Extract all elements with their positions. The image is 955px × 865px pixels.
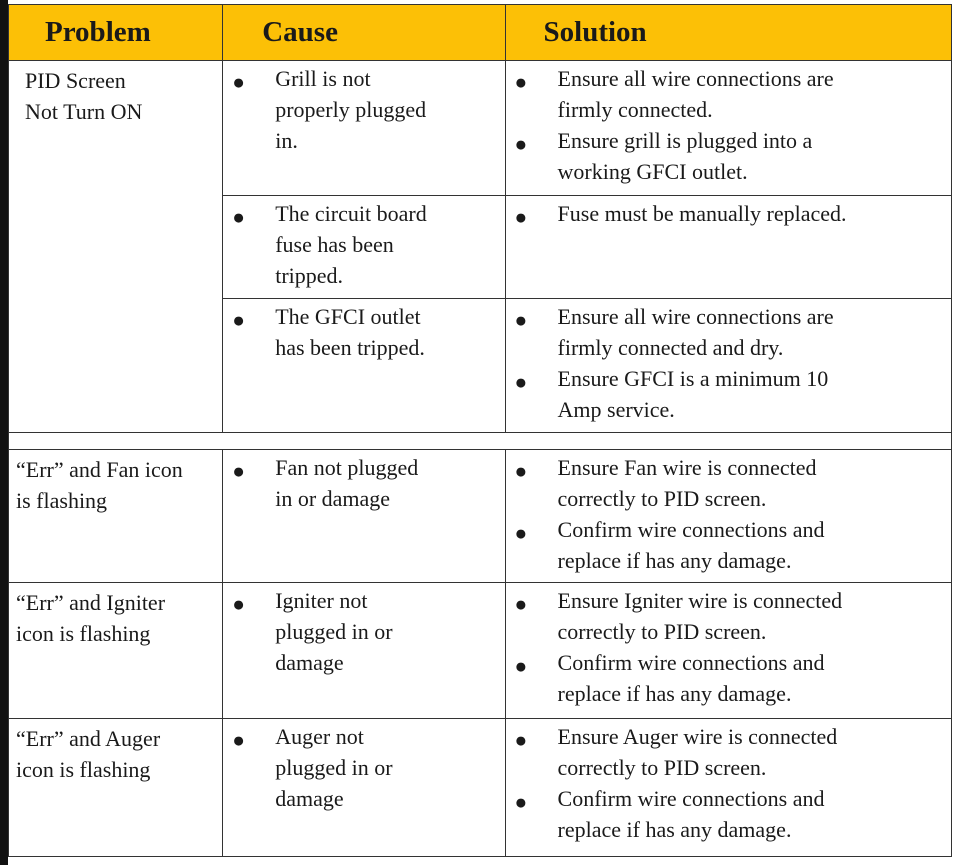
table-row: [9, 61, 952, 196]
list-item: ● Confirm wire connections and replace if has any damage.: [514, 786, 825, 842]
bullet-icon: ●: [514, 654, 528, 678]
table-row: [9, 719, 952, 857]
table-row: [9, 583, 952, 719]
cause-cell: [223, 61, 505, 196]
header-problem: Problem: [9, 5, 223, 61]
bullet-icon: ●: [232, 70, 245, 94]
list-item: ● Igniter not plugged in or damage: [232, 588, 393, 675]
problem-cell: “Err” and Fan icon is flashing: [9, 450, 223, 583]
solution-cell: [505, 450, 951, 583]
bullet-icon: ●: [232, 308, 245, 332]
header-solution: Solution: [505, 5, 951, 61]
solution-cell: [505, 61, 951, 196]
header-row: [9, 5, 952, 61]
list-item: ● Confirm wire connections and replace if has any damage.: [514, 517, 825, 573]
cause-cell: [223, 583, 505, 719]
left-edge-bar: [0, 0, 8, 865]
list-item: ● Ensure GFCI is a minimum 10 Amp service.: [514, 366, 829, 422]
bullet-icon: ●: [514, 592, 528, 616]
troubleshooting-table: [8, 4, 952, 857]
list-item: ● Fuse must be manually replaced.: [506, 198, 951, 229]
bullet-icon: ●: [232, 459, 245, 483]
bullet-icon: ●: [514, 205, 528, 229]
cause-cell: [223, 299, 505, 433]
bullet-icon: ●: [514, 521, 528, 545]
list-item: ● The GFCI outlet has been tripped.: [232, 304, 425, 360]
list-item: ● The circuit board fuse has been tripped.: [232, 201, 427, 288]
problem-cell: PID Screen Not Turn ON: [9, 61, 223, 433]
header-cause: Cause: [223, 5, 505, 61]
bullet-icon: ●: [514, 70, 528, 94]
bullet-icon: ●: [514, 790, 528, 814]
solution-cell: [505, 196, 951, 299]
bullet-icon: ●: [514, 728, 528, 752]
solution-cell: [505, 719, 951, 857]
list-item: ● Confirm wire connections and replace if has any damage.: [514, 650, 825, 706]
cause-cell: [223, 196, 505, 299]
problem-cell: “Err” and Auger icon is flashing: [9, 719, 223, 857]
cause-cell: [223, 719, 505, 857]
list-item: ● Auger not plugged in or damage: [232, 724, 393, 811]
list-item: ● Fan not plugged in or damage: [232, 455, 419, 511]
bullet-icon: ●: [514, 132, 528, 156]
list-item: ● Ensure Igniter wire is connected correctly to PID screen.: [514, 588, 843, 644]
bullet-icon: ●: [232, 728, 245, 752]
cause-cell: [223, 450, 505, 583]
list-item: ● Grill is not properly plugged in.: [232, 66, 427, 153]
bullet-icon: ●: [514, 459, 528, 483]
bullet-icon: ●: [232, 592, 245, 616]
list-item: ● Ensure Fan wire is connected correctly to PID screen.: [514, 455, 817, 511]
bullet-icon: ●: [514, 308, 528, 332]
list-item: ● Ensure all wire connections are firmly connected and dry.: [514, 304, 834, 360]
separator-row: [9, 433, 952, 450]
solution-cell: [505, 583, 951, 719]
bullet-icon: ●: [514, 370, 528, 394]
solution-cell: [505, 299, 951, 433]
problem-cell: “Err” and Igniter icon is flashing: [9, 583, 223, 719]
list-item: ● Ensure all wire connections are firmly connected.: [514, 66, 834, 122]
bullet-icon: ●: [232, 205, 245, 229]
list-item: ● Ensure grill is plugged into a working GFCI outlet.: [514, 128, 813, 184]
table-row: [9, 450, 952, 583]
list-item: ● Ensure Auger wire is connected correctly to PID screen.: [514, 724, 838, 780]
